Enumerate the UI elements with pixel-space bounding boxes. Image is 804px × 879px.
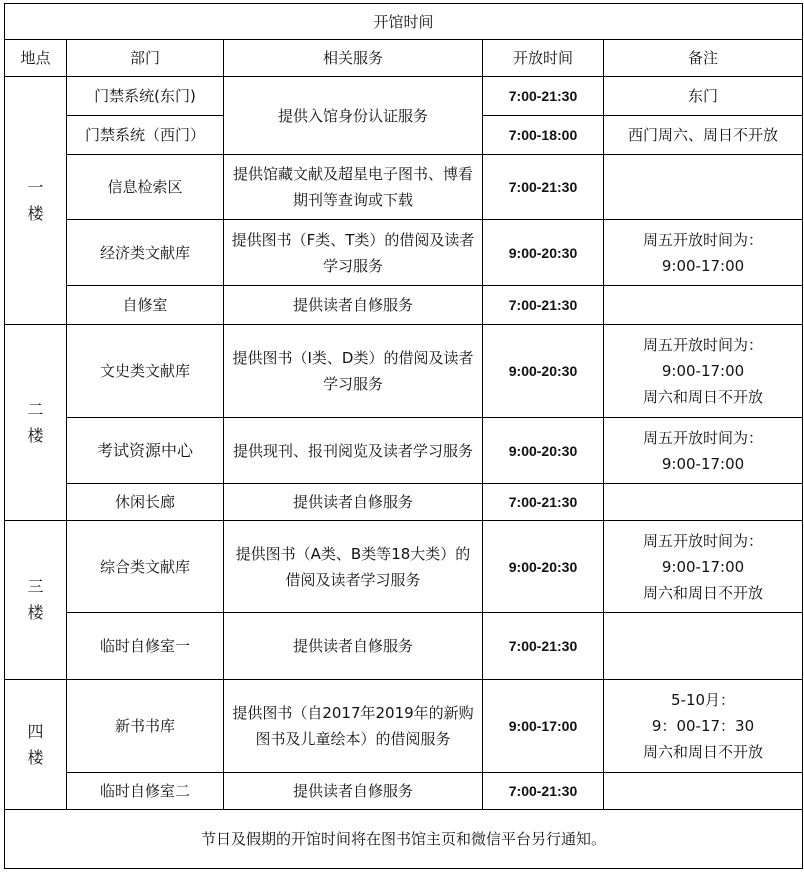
table-row bbox=[5, 77, 803, 116]
service-cell: 提供入馆身份认证服务 bbox=[224, 77, 483, 155]
floor-4-char-2: 楼 bbox=[27, 747, 44, 767]
note-cell bbox=[604, 77, 803, 116]
note-cell bbox=[604, 286, 803, 325]
service-cell: 提供图书（F类、T类）的借阅及读者学习服务 bbox=[224, 220, 483, 286]
hours-cell: 9:00-20:30 bbox=[483, 418, 604, 484]
note-cell bbox=[604, 613, 803, 680]
hours-cell: 7:00-21:30 bbox=[483, 773, 604, 810]
floor-4-char-1: 四 bbox=[27, 721, 44, 741]
dept-cell: 自修室 bbox=[67, 286, 224, 325]
floor-2-char-2: 楼 bbox=[27, 425, 44, 445]
floor-3-char-2: 楼 bbox=[27, 603, 44, 622]
service-cell: 提供图书（自2017年2019年的新购图书及儿童绘本）的借阅服务 bbox=[224, 680, 483, 773]
floor-3-char-1: 三 bbox=[27, 577, 44, 596]
note-line: 9:00-17:00 bbox=[661, 454, 745, 473]
header-location: 地点 bbox=[5, 40, 67, 77]
header-hours: 开放时间 bbox=[483, 40, 604, 77]
table-row bbox=[5, 680, 803, 773]
note-line: 周六和周日不开放 bbox=[643, 388, 764, 406]
service-cell: 提供读者自修服务 bbox=[224, 286, 483, 325]
service-cell: 提供读者自修服务 bbox=[224, 773, 483, 810]
hours-cell: 7:00-21:30 bbox=[483, 613, 604, 680]
note-line: 5-10月： bbox=[671, 691, 736, 709]
hours-cell: 7:00-18:00 bbox=[483, 116, 604, 155]
note-cell bbox=[604, 773, 803, 810]
floor-2-char-1: 二 bbox=[27, 399, 44, 419]
hours-cell: 9:00-17:00 bbox=[483, 680, 604, 773]
dept-cell: 经济类文献库 bbox=[67, 220, 224, 286]
table-row bbox=[5, 521, 803, 613]
service-cell: 提供读者自修服务 bbox=[224, 613, 483, 680]
footer-notice: 节日及假期的开馆时间将在图书馆主页和微信平台另行通知。 bbox=[5, 810, 803, 869]
note-cell bbox=[604, 680, 803, 773]
service-cell: 提供图书（I类、D类）的借阅及读者学习服务 bbox=[224, 325, 483, 418]
note-line: 周六和周日不开放 bbox=[643, 583, 764, 602]
table-title: 开馆时间 bbox=[5, 4, 803, 40]
note-line: 西门周六、周日不开放 bbox=[628, 126, 779, 144]
service-cell: 提供图书（A类、B类等18大类）的借阅及读者学习服务 bbox=[224, 521, 483, 613]
floor-3-label bbox=[5, 521, 67, 680]
hours-cell: 9:00-20:30 bbox=[483, 220, 604, 286]
header-services: 相关服务 bbox=[224, 40, 483, 77]
dept-cell: 新书书库 bbox=[67, 680, 224, 773]
footer-row bbox=[5, 810, 803, 869]
floor-1-char-2: 楼 bbox=[27, 203, 44, 223]
note-line: 周五开放时间为： bbox=[643, 230, 764, 249]
note-line: 周五开放时间为： bbox=[643, 531, 764, 550]
dept-cell: 信息检索区 bbox=[67, 155, 224, 220]
dept-cell: 门禁系统（西门） bbox=[67, 116, 224, 155]
note-cell bbox=[604, 418, 803, 484]
note-cell bbox=[604, 155, 803, 220]
note-cell bbox=[604, 521, 803, 613]
title-row bbox=[5, 4, 803, 40]
table-row bbox=[5, 325, 803, 418]
note-line: 东门 bbox=[688, 87, 719, 105]
table-row bbox=[5, 286, 803, 325]
note-line: 周五开放时间为： bbox=[643, 336, 764, 354]
table-row bbox=[5, 220, 803, 286]
table-row bbox=[5, 418, 803, 484]
note-line: 9:00-17:00 bbox=[661, 362, 745, 380]
table-row bbox=[5, 155, 803, 220]
note-cell bbox=[604, 116, 803, 155]
header-department: 部门 bbox=[67, 40, 224, 77]
note-line: 9：00-17：30 bbox=[651, 717, 755, 735]
hours-cell: 7:00-21:30 bbox=[483, 77, 604, 116]
dept-cell: 门禁系统(东门) bbox=[67, 77, 224, 116]
service-cell: 提供现刊、报刊阅览及读者学习服务 bbox=[224, 418, 483, 484]
note-line: 9:00-17:00 bbox=[661, 557, 745, 576]
note-line: 周五开放时间为： bbox=[643, 428, 764, 447]
dept-cell: 考试资源中心 bbox=[67, 418, 224, 484]
note-cell bbox=[604, 220, 803, 286]
floor-1-char-1: 一 bbox=[27, 177, 44, 197]
floor-2-label bbox=[5, 325, 67, 521]
dept-cell: 综合类文献库 bbox=[67, 521, 224, 613]
floor-1-label bbox=[5, 77, 67, 325]
note-line: 周六和周日不开放 bbox=[643, 743, 764, 761]
hours-cell: 9:00-20:30 bbox=[483, 521, 604, 613]
dept-cell: 文史类文献库 bbox=[67, 325, 224, 418]
floor-4-label bbox=[5, 680, 67, 810]
dept-cell: 临时自修室一 bbox=[67, 613, 224, 680]
table-row bbox=[5, 773, 803, 810]
note-cell bbox=[604, 325, 803, 418]
header-notes: 备注 bbox=[604, 40, 803, 77]
header-row bbox=[5, 40, 803, 77]
hours-cell: 9:00-20:30 bbox=[483, 325, 604, 418]
note-cell bbox=[604, 484, 803, 521]
dept-cell: 休闲长廊 bbox=[67, 484, 224, 521]
dept-cell: 临时自修室二 bbox=[67, 773, 224, 810]
opening-hours-table bbox=[4, 3, 803, 869]
service-cell: 提供读者自修服务 bbox=[224, 484, 483, 521]
hours-cell: 7:00-21:30 bbox=[483, 286, 604, 325]
hours-cell: 7:00-21:30 bbox=[483, 155, 604, 220]
note-line: 9:00-17:00 bbox=[661, 256, 745, 275]
hours-cell: 7:00-21:30 bbox=[483, 484, 604, 521]
service-cell: 提供馆藏文献及超星电子图书、博看期刊等查询或下载 bbox=[224, 155, 483, 220]
table-row bbox=[5, 613, 803, 680]
table-row bbox=[5, 484, 803, 521]
